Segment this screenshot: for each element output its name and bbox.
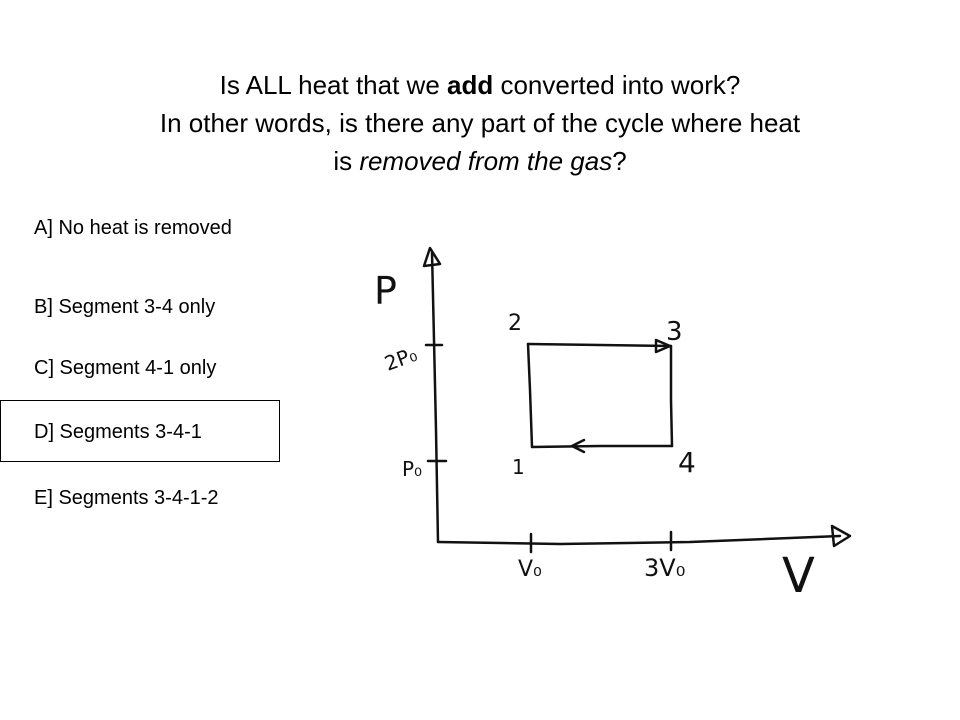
question-text [40, 66, 920, 180]
question-line-1: Is ALL heat that we add converted into work? [219, 70, 741, 100]
emphasis-removed: removed from the gas [359, 146, 613, 176]
question-line-3: is removed from the gas? [333, 146, 627, 176]
question-line-2: In other words, is there any part of the cycle where heat [159, 108, 801, 138]
point-label-2: 2 [508, 311, 522, 336]
segment-1-2 [528, 344, 532, 447]
point-label-3: 3 [666, 317, 683, 347]
tick-label-v0: V₀ [518, 557, 542, 582]
segment-4-1 [532, 446, 672, 447]
emphasis-add: add [447, 70, 494, 100]
segment-3-4 [671, 346, 672, 446]
option-c[interactable]: C] Segment 4-1 only [34, 357, 217, 379]
point-label-1: 1 [512, 455, 525, 479]
segment-2-3 [528, 344, 671, 346]
x-axis-label: V [782, 548, 815, 604]
tick-label-3v0: 3V₀ [644, 554, 686, 582]
tick-label-2p0: 2P₀ [381, 341, 421, 376]
tick-label-p0: P₀ [402, 457, 423, 481]
y-axis-label: P [374, 269, 397, 313]
x-axis [438, 536, 840, 544]
pv-diagram [360, 230, 880, 610]
option-b[interactable]: B] Segment 3-4 only [34, 296, 216, 318]
y-axis [432, 252, 438, 542]
option-a[interactable]: A] No heat is removed [34, 217, 232, 239]
option-d[interactable]: D] Segments 3-4-1 [34, 421, 202, 443]
option-e[interactable]: E] Segments 3-4-1-2 [34, 487, 219, 509]
point-label-4: 4 [678, 446, 696, 479]
